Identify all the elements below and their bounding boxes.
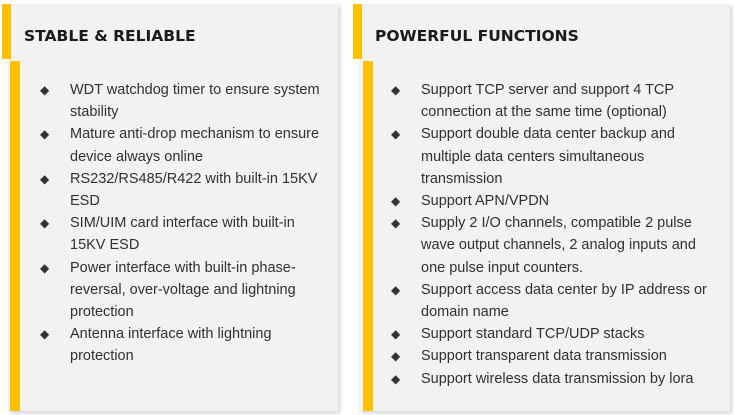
diamond-icon: ◆: [391, 349, 401, 364]
diamond-icon: ◆: [391, 327, 401, 342]
list-item: [389, 345, 719, 367]
list-item-text: Support double data center backup and multiple data centers simultaneous transmission: [421, 126, 675, 187]
diamond-icon: ◆: [40, 127, 50, 142]
panel-heading: POWERFUL FUNCTIONS: [375, 27, 579, 45]
list-item: [389, 212, 719, 279]
panel-heading: STABLE & RELIABLE: [24, 27, 196, 45]
diamond-icon: ◆: [391, 83, 401, 97]
list-item: [389, 368, 719, 390]
list-item: [38, 212, 328, 256]
diamond-icon: ◆: [40, 83, 50, 97]
list-accent-bar: [10, 61, 20, 411]
list-item-text: Supply 2 I/O channels, compatible 2 pulse wave output channels, 2 analog inputs and one pulse input counters.: [421, 215, 696, 276]
heading-accent-bar: [2, 4, 11, 59]
list-item: [38, 323, 328, 367]
diamond-icon: ◆: [40, 216, 50, 231]
diamond-icon: ◆: [40, 260, 50, 275]
list-item-text: Support transparent data transmission: [421, 348, 667, 365]
diamond-icon: ◆: [391, 371, 401, 386]
list-item-text: WDT watchdog timer to ensure system stability: [70, 82, 320, 121]
list-item-text: Mature anti-drop mechanism to ensure device always online: [70, 126, 320, 165]
list-item: [389, 323, 719, 345]
heading-accent-bar: [353, 4, 362, 59]
diamond-icon: ◆: [391, 282, 401, 297]
list-item: [389, 279, 719, 323]
feature-list: [38, 79, 328, 368]
diamond-icon: ◆: [391, 216, 401, 231]
list-item-text: Antenna interface with lightning protection: [70, 326, 272, 365]
list-item-text: Support APN/VPDN: [421, 193, 550, 210]
list-item: [389, 123, 719, 190]
list-item: [38, 123, 328, 167]
diamond-icon: ◆: [391, 127, 401, 142]
list-item: [38, 79, 328, 123]
list-item: [38, 168, 328, 212]
diamond-icon: ◆: [40, 171, 50, 186]
list-item-text: Support standard TCP/UDP stacks: [421, 326, 645, 343]
feature-list: [389, 79, 719, 390]
list-item-text: RS232/RS485/R422 with built-in 15KV ESD: [70, 170, 318, 210]
list-item: [389, 190, 719, 212]
list-item-text: Support wireless data transmission by lora: [421, 370, 694, 387]
list-item-text: Support access data center by IP address or domain name: [421, 281, 707, 321]
list-item-text: Support TCP server and support 4 TCP connection at the same time (optional): [421, 82, 674, 121]
list-item: [389, 79, 719, 123]
diamond-icon: ◆: [40, 327, 50, 342]
list-item: [38, 257, 328, 324]
powerful-functions-panel: [351, 0, 734, 415]
list-item-text: Power interface with built-in phase-reversal, over-voltage and lightning protection: [70, 259, 296, 321]
list-item-text: SIM/UIM card interface with built-in 15KV ESD: [70, 215, 295, 254]
diamond-icon: ◆: [391, 194, 401, 209]
stable-reliable-panel: [0, 0, 342, 415]
list-accent-bar: [363, 61, 373, 411]
